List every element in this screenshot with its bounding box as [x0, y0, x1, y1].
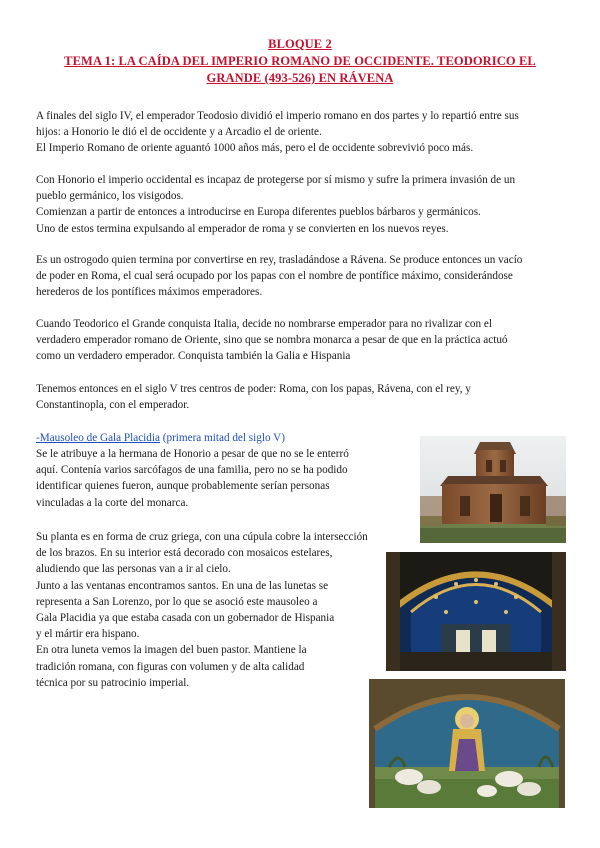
paragraph-division: A finales del siglo IV, el emperador Teodosio dividió el imperio romano en dos partes y lo repartió entre sus hijos: a Honorio le dió el de occidente y a Arcadio el de oriente. El Imperio Romano de oriente aguantó 1000 años más, pero el de occidente sobrevivió poco más.	[36, 110, 519, 155]
good-shepherd-illustration	[369, 679, 565, 808]
section-subtitle: (primera mitad del siglo V)	[159, 432, 285, 444]
mausoleum-exterior-illustration	[420, 436, 566, 543]
mosaic-interior-photo	[386, 552, 566, 671]
paragraph-plan: Su planta es en forma de cruz griega, con una cúpula cobre la intersección de los brazos. En su interior está decorado con mosaicos estelares, aludiendo que las personas van a ir al cielo. Junto a las ventanas encontramos santos. En una de las lunetas se representa a San Lorenzo, por lo que se asoció este mausoleo a Gala Placidia ya que estaba casada con un gobernador de Hispania y el mártir era hispano. En otra luneta vemos la imagen del buen pastor. Mantiene la tradición romana, con figuras con volumen y de alta calidad técnica por su patrocinio imperial.	[36, 531, 368, 689]
mosaic-interior-illustration	[386, 552, 566, 671]
mausoleum-exterior-photo	[420, 436, 566, 543]
paragraph-ostrogoth: Es un ostrogodo quien termina por convertirse en rey, trasladándose a Rávena. Se produce entonces un vacío de poder en Roma, el cual será ocupado por los papas con el nombre de pontífice máximo, considerándose herederos de los pontífices máximos emperadores.	[36, 254, 523, 299]
paragraph-power-centers: Tenemos entonces en el siglo V tres centros de poder: Roma, con los papas, Rávena, con el rey, y Constantinopla, con el emperador.	[36, 383, 471, 412]
good-shepherd-mosaic-photo	[369, 679, 565, 808]
paragraph-attribution: Se le atribuye a la hermana de Honorio a pesar de que no se le enterró aquí. Contenía varios sarcófagos de una familia, pero no se ha podido identificar quienes fueron, aunque probablemente serían personas vinculadas a la corte del monarca.	[36, 448, 349, 509]
topic-title-line1: TEMA 1: LA CAÍDA DEL IMPERIO ROMANO DE OCCIDENTE. TEODORICO EL	[64, 54, 536, 68]
block-heading: BLOQUE 2	[268, 37, 332, 51]
topic-title-line2: GRANDE (493-526) EN RÁVENA	[206, 71, 394, 85]
paragraph-invasions: Con Honorio el imperio occidental es incapaz de protegerse por sí mismo y sufre la primera invasión de un pueblo germánico, los visigodos. Comienzan a partir de entonces a introducirse en Europa diferentes pueblos bárbaros y germánicos. Uno de estos termina expulsando al emperador de roma y se convierten en los nuevos reyes.	[36, 174, 516, 235]
mausoleo-link[interactable]: -Mausoleo de Gala Placidia	[36, 432, 160, 444]
paragraph-teodorico: Cuando Teodorico el Grande conquista Italia, decide no nombrarse emperador para no rivalizar con el verdadero emperador romano de Oriente, sino que se nombra monarca a pesar de que en la práctica actuó como un verdadero emperador. Conquista también la Galia e Hispania	[36, 318, 508, 363]
